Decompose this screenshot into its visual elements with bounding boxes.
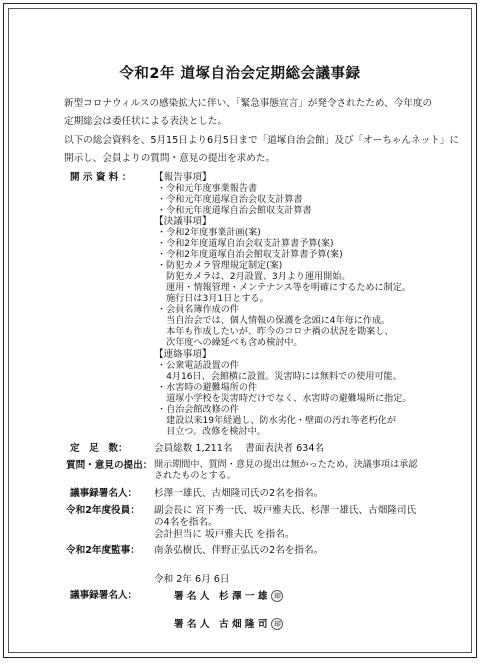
contact-line: 道塚小学校を災害時だけでなく、水害時の避難場所に指定。: [157, 394, 412, 404]
signers-appointed-label: 議事録署名人：: [70, 488, 138, 499]
officers-label: 令和2年度役員：: [66, 505, 140, 516]
resolution-line: 本年も作成したいが、昨今のコロナ禍の状況を勘案し、: [157, 327, 394, 337]
contact-line: ・公衆電話設置の件: [157, 361, 239, 371]
officers-line-3: 会計担当に 坂戸雅夫氏 を指名。: [154, 529, 295, 540]
questions-line-2: されたものとする。: [154, 471, 236, 481]
resolution-line: ・防犯カメラ管理規定制定(案): [157, 261, 283, 271]
resolution-line: ・令和2年度道塚自治会館収支計算書予算(案): [157, 250, 343, 260]
disclosure-label: 開 示 資 料 ：: [70, 172, 132, 183]
contact-heading: 【連絡事項】: [154, 349, 212, 360]
resolution-line: 次年度への繰延べも含め検討中。: [157, 338, 303, 348]
signature-label: 議事録署名人：: [70, 590, 138, 601]
report-heading: 【報告事項】: [154, 172, 212, 183]
contact-line: 目立つ。改修を検討中。: [157, 427, 266, 437]
auditors-value: 南条弘樹氏、伴野正弘氏の2名を指名。: [154, 545, 324, 556]
resolution-line: 運用・情報管理・メンテナンス等を明確にするために制定。: [157, 283, 411, 293]
report-item-3: ・令和元年度道塚自治会館収支計算書: [157, 206, 312, 216]
resolution-line: 防犯カメラは、2月設置、3月より運用開始。: [157, 272, 351, 282]
signature-row-1: [174, 590, 283, 602]
resolution-heading: 【決議事項】: [154, 216, 212, 227]
signer-1-name: 署 名 人 杉 澤 一 雄: [174, 591, 268, 602]
intro-line-2: 定期総会は委任状による表決とした。: [64, 116, 228, 127]
seal-stamp-2: 印: [271, 618, 283, 630]
resolution-line: ・令和2年度道塚自治会収支計算書予算(案): [157, 239, 334, 249]
intro-line-3: 以下の総会資料を、5月15日より6月5日まで「道塚自治会館」及び「オーちゃんネット」に: [64, 135, 460, 146]
report-item-2: ・令和元年度道塚自治会収支計算書: [157, 195, 303, 205]
questions-line-1: 開示期間中、質問・意見の提出は無かったため、決議事項は承認: [154, 460, 418, 470]
resolution-line: 当自治会では、個人情報の保護を念頭に4年毎に作成。: [157, 316, 391, 326]
quorum-value: 会員総数 1,211名 書面表決者 634名: [154, 443, 325, 454]
officers-line-1: 副会長に 宮下秀一氏、坂戸雅夫氏、杉澤一雄氏、古畑隆司氏: [154, 505, 417, 516]
contact-line: 建設以来19年経過し、防水劣化・壁面の汚れ等老朽化が: [157, 416, 396, 426]
report-item-1: ・令和元年度事業報告書: [157, 184, 258, 194]
officers-line-2: の4名を指名。: [154, 517, 218, 528]
contact-line: 4月16日、会館横に設置。災害時には無料での使用可能。: [157, 372, 402, 382]
intro-line-4: 開示し、会員よりの質問・意見の提出を求めた。: [64, 153, 276, 164]
contact-line: ・水害時の避難場所の件: [157, 383, 258, 393]
resolution-line: ・会員名簿作成の件: [157, 305, 239, 315]
signature-row-2: [174, 618, 283, 630]
resolution-line: ・令和2年度事業計画(案): [157, 228, 261, 238]
questions-label: 質問・意見の提出：: [66, 460, 153, 471]
contact-line: ・自治会館改修の件: [157, 405, 239, 415]
auditors-label: 令和2年度監事：: [66, 545, 140, 556]
quorum-label: 定 足 数：: [70, 443, 128, 454]
signer-2-name: 署 名 人 古 畑 隆 司: [174, 619, 268, 630]
signers-appointed-value: 杉澤一雄氏、古畑隆司氏の2名を指名。: [154, 488, 324, 499]
seal-stamp-1: 印: [271, 590, 283, 602]
document-date: 令和 2年 6月 6日: [154, 574, 230, 585]
resolution-line: 施行日は3月1日とする。: [157, 294, 269, 304]
document-page: [3, 3, 477, 658]
intro-line-1: 新型コロナウィルスの感染拡大に伴い、「緊急事態宣言」が発令されたため、今年度の: [64, 98, 433, 109]
document-title: 令和2年 道塚自治会定期総会議事録: [119, 66, 361, 82]
